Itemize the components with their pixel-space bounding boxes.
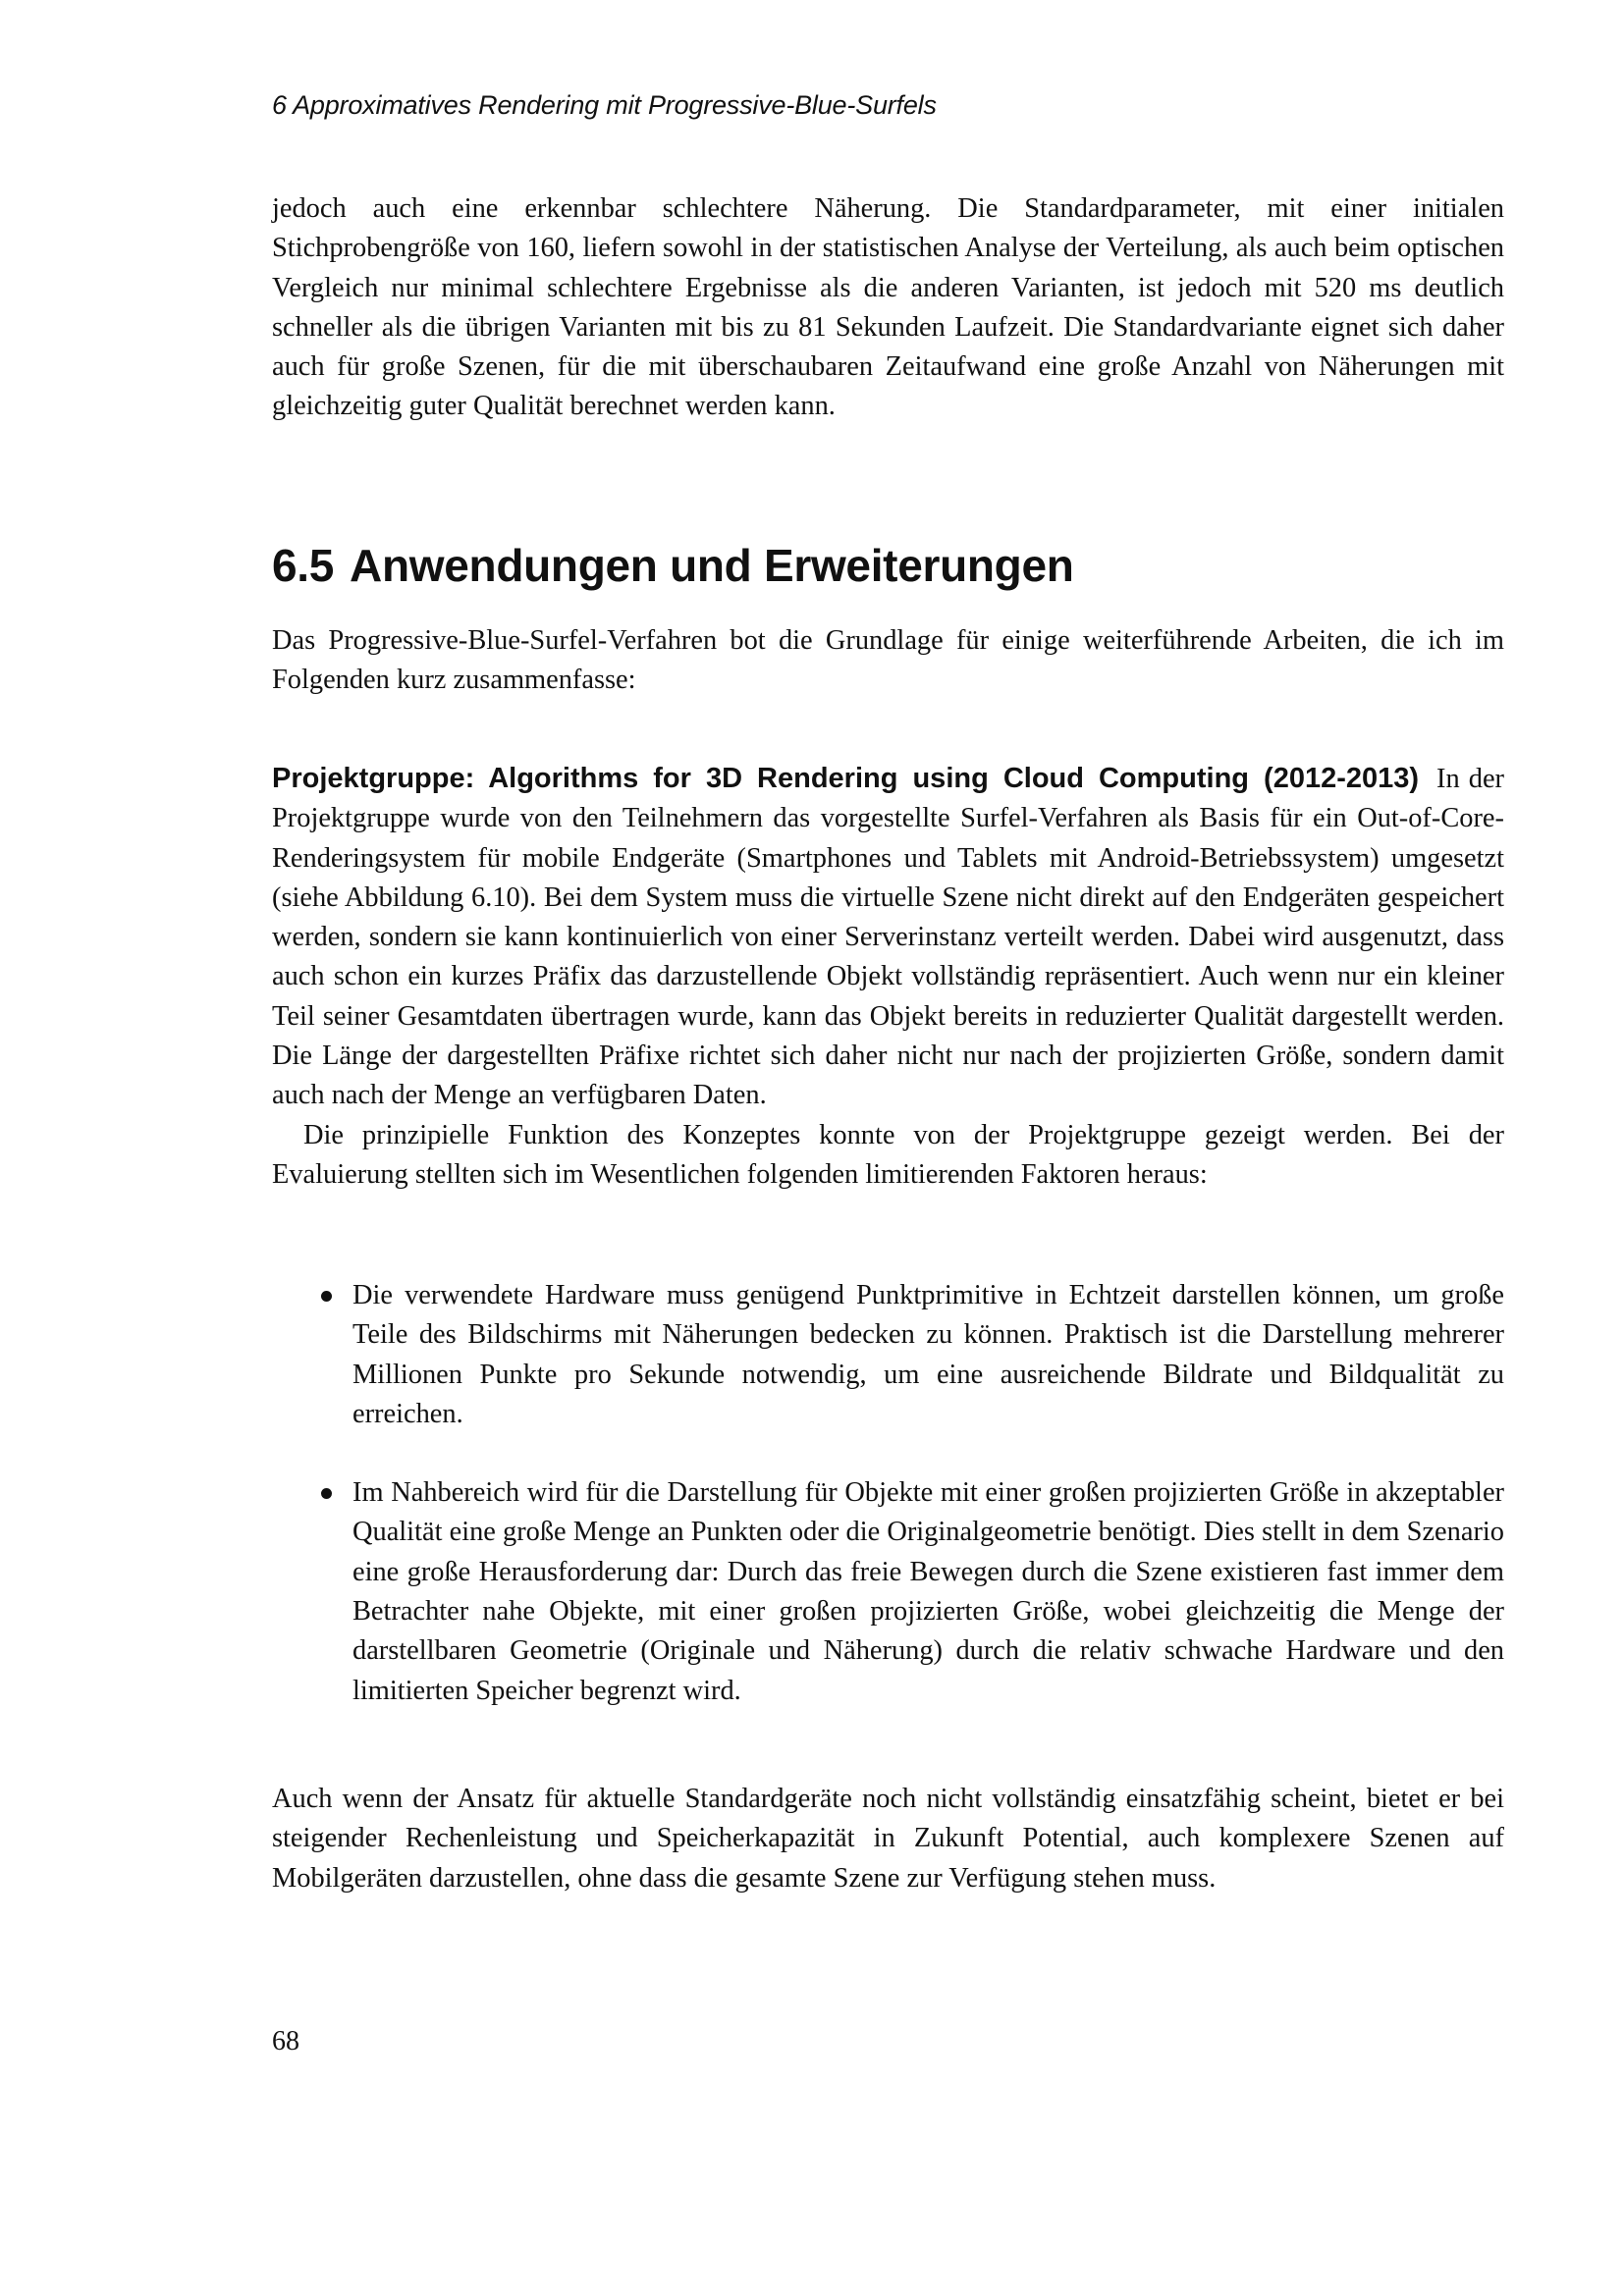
list-item-text: Die verwendete Hardware muss genügend Punktprimitive in Echtzeit darstellen können, um große Teile des Bildschirms mit Näherungen bedecken zu können. Praktisch ist die Darstellung mehrerer Millionen Punkte pro Sekunde notwendig, um eine ausreichende Bildrate und Bildqualität zu erreichen.: [352, 1280, 1504, 1429]
project-group-block: [272, 759, 1504, 1195]
page-number: 68: [272, 2026, 299, 2056]
list-item: [272, 1276, 1504, 1434]
section-intro: Das Progressive-Blue-Surfel-Verfahren bot die Grundlage für einige weiterführende Arbeiten, die ich im Folgenden kurz zusammenfasse:: [272, 625, 1504, 696]
bullet-icon: [321, 1488, 332, 1499]
project-followup: Die prinzipielle Funktion des Konzeptes konnte von der Projektgruppe gezeigt werden. Bei der Evaluierung stellten sich im Wesentlichen folgenden limitierenden Faktoren heraus:: [272, 1119, 1504, 1190]
section-number: 6.5: [272, 540, 335, 591]
list-item-text: Im Nahbereich wird für die Darstellung für Objekte mit einer großen projizierten Größe in akzeptabler Qualität eine große Menge an Punkten oder die Originalgeometrie benötigt. Dies stellt in dem Szenario eine große Herausforderung dar: Durch das freie Bewegen durch die Szene existieren fast immer dem Betrachter nahe Objekte, mit einer großen projizierten Größe, wobei gleichzeitig die Menge der darstellbaren Geometrie (Originale und Näherung) durch die relativ schwache Hardware und den limitierten Speicher begrenzt wird.: [352, 1477, 1504, 1706]
list-item: [272, 1473, 1504, 1711]
section-heading: [272, 538, 1074, 593]
conclusion-paragraph: Auch wenn der Ansatz für aktuelle Standardgeräte noch nicht vollständig einsatzfähig scheint, bietet er bei steigender Rechenleistung und Speicherkapazität in Zukunft Potential, auch komplexere Szenen auf Mobilgeräten darzustellen, ohne dass die gesamte Szene zur Verfügung stehen muss.: [272, 1784, 1504, 1894]
section-title: Anwendungen und Erweiterungen: [350, 540, 1074, 591]
project-paragraph: [272, 759, 1504, 1116]
project-text: In der Projektgruppe wurde von den Teilnehmern das vorgestellte Surfel-Verfahren als Basis für ein Out-of-Core-Renderingsystem für mobile Endgeräte (Smartphones und Tablets mit Android-Betriebssystem) umgesetzt (siehe Abbildung 6.10). Bei dem System muss die virtuelle Szene nicht direkt auf den Endgeräten gespeichert werden, sondern sie kann kontinuierlich von einer Serverinstanz verteilt werden. Dabei wird ausgenutzt, dass auch schon ein kurzes Präfix das darzustellende Objekt vollständig repräsentiert. Auch wenn nur ein kleiner Teil seiner Gesamtdaten übertragen wurde, kann das Objekt bereits in reduzierter Qualität dargestellt werden. Die Länge der dargestellten Präfixe richtet sich daher nicht nur nach der projizierten Größe, sondern damit auch nach der Menge an verfügbaren Daten.: [272, 764, 1504, 1111]
limitations-list: [272, 1276, 1504, 1750]
running-header: 6 Approximatives Rendering mit Progressive-Blue-Surfels: [272, 90, 937, 120]
project-run-in-heading: Projektgruppe: Algorithms for 3D Rendering using Cloud Computing (2012-2013): [272, 763, 1420, 794]
bullet-icon: [321, 1291, 332, 1302]
paragraph-continuation: jedoch auch eine erkennbar schlechtere Näherung. Die Standardparameter, mit einer initialen Stichprobengröße von 160, liefern sowohl in der statistischen Analyse der Verteilung, als auch beim optischen Vergleich nur minimal schlechtere Ergebnisse als die anderen Varianten, ist jedoch mit 520 ms deutlich schneller als die übrigen Varianten mit bis zu 81 Sekunden Laufzeit. Die Standardvariante eignet sich daher auch für große Szenen, für die mit überschaubaren Zeitaufwand eine große Anzahl von Näherungen mit gleichzeitig guter Qualität berechnet werden kann.: [272, 193, 1504, 422]
